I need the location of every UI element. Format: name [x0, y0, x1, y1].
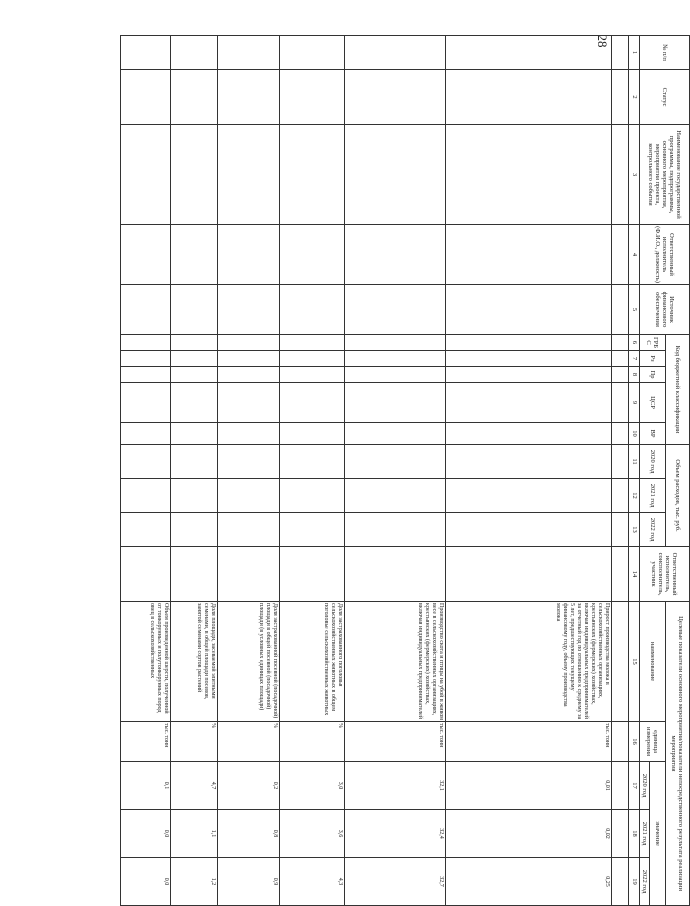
indicator-value-2021: 3,6 — [279, 810, 345, 858]
empty-cell — [121, 225, 171, 285]
empty-cell — [121, 383, 171, 423]
header-budget-code: Код бюджетной классификации — [666, 335, 690, 445]
empty-cell — [121, 445, 171, 479]
empty-cell — [171, 36, 218, 70]
empty-cell — [218, 479, 279, 513]
empty-cell — [171, 351, 218, 367]
empty-cell — [279, 351, 345, 367]
empty-cell — [445, 547, 611, 602]
empty-cell — [345, 36, 445, 70]
column-number-19: 19 — [629, 858, 640, 906]
empty-cell — [171, 285, 218, 335]
table-row — [121, 36, 171, 906]
empty-cell — [345, 547, 445, 602]
indicator-unit: тыс. тонн — [121, 722, 171, 762]
indicator-value-2022: 1,2 — [171, 858, 218, 906]
empty-cell — [121, 335, 171, 351]
column-number-8: 8 — [629, 367, 640, 383]
empty-cell — [279, 367, 345, 383]
indicator-value-2022: 0,9 — [218, 858, 279, 906]
empty-cell — [279, 513, 345, 547]
empty-cell — [121, 479, 171, 513]
empty-cell — [445, 125, 611, 225]
column-number-12: 12 — [629, 479, 640, 513]
empty-cell — [171, 479, 218, 513]
empty-cell — [279, 36, 345, 70]
empty-cell — [445, 445, 611, 479]
table-row — [171, 36, 218, 906]
empty-cell — [171, 335, 218, 351]
empty-cell — [218, 383, 279, 423]
indicator-name: Доля площади, засеваемой элитными семенами, в общей площади посевов, занятой семенами сортов растений — [171, 602, 218, 722]
column-number-2: 2 — [629, 70, 640, 125]
header-exp-2022: 2022 год — [640, 513, 666, 547]
empty-cell — [171, 367, 218, 383]
header-indicator-name: наименование — [640, 602, 666, 722]
empty-cell — [445, 36, 611, 70]
indicator-unit: % — [171, 722, 218, 762]
indicator-name: Доля застрахованного поголовья сельскохозяйственных животных в общем поголовье сельскохозяйственных животных — [279, 602, 345, 722]
indicator-value-2020: 3,0 — [279, 762, 345, 810]
column-number-1: 1 — [629, 36, 640, 70]
empty-cell — [218, 423, 279, 445]
indicator-name: Производство скота и птицы на убой в живом весе в сельскохозяйственных организациях, крестьянских (фермерских) хозяйствах, включая индивидуальных предпринимателей — [345, 602, 445, 722]
table-row-blank — [611, 36, 628, 906]
empty-cell — [445, 479, 611, 513]
table-row — [445, 36, 611, 906]
empty-cell — [345, 70, 445, 125]
empty-cell — [279, 445, 345, 479]
column-number-15: 15 — [629, 602, 640, 722]
empty-cell — [279, 383, 345, 423]
column-number-row — [629, 36, 640, 906]
empty-cell — [445, 70, 611, 125]
empty-cell — [218, 335, 279, 351]
empty-cell — [121, 285, 171, 335]
column-number-14: 14 — [629, 547, 640, 602]
empty-cell — [345, 285, 445, 335]
empty-cell — [218, 225, 279, 285]
empty-cell — [171, 513, 218, 547]
indicator-value-2022: 4,3 — [279, 858, 345, 906]
empty-cell — [218, 513, 279, 547]
header-vr: ВР — [640, 423, 666, 445]
indicator-value-2021: 0,0 — [121, 810, 171, 858]
page-number: 28 — [595, 34, 610, 48]
table-row — [279, 36, 345, 906]
column-number-18: 18 — [629, 810, 640, 858]
column-number-10: 10 — [629, 423, 640, 445]
empty-cell — [121, 423, 171, 445]
empty-cell — [445, 225, 611, 285]
empty-cell — [279, 479, 345, 513]
empty-cell — [345, 513, 445, 547]
header-value: значение — [650, 762, 666, 906]
empty-cell — [279, 547, 345, 602]
header-responsible: Ответственный исполнитель, соисполнитель, участник — [640, 547, 690, 602]
indicator-unit: тыс. тонн — [445, 722, 611, 762]
column-number-11: 11 — [629, 445, 640, 479]
header-pr: Пр — [640, 367, 666, 383]
empty-cell — [445, 335, 611, 351]
table-row — [345, 36, 445, 906]
header-executor: Ответственный исполнитель (Ф.И.О., должность) — [640, 225, 690, 285]
empty-cell — [279, 335, 345, 351]
header-num: № п/п — [640, 36, 690, 70]
header-val-2022: 2022 год — [640, 858, 650, 906]
empty-cell — [345, 125, 445, 225]
empty-cell — [171, 445, 218, 479]
indicator-unit: тыс. тонн — [345, 722, 445, 762]
empty-cell — [345, 351, 445, 367]
empty-cell — [345, 383, 445, 423]
indicator-value-2022: 0,0 — [121, 858, 171, 906]
empty-cell — [218, 367, 279, 383]
empty-cell — [279, 423, 345, 445]
header-csr: ЦСР — [640, 383, 666, 423]
header-indicators: Целевые показатели основного мероприятия/показатели непосредственного результата реализации мероприятия — [666, 602, 690, 906]
empty-cell — [121, 125, 171, 225]
empty-cell — [171, 125, 218, 225]
empty-cell — [218, 36, 279, 70]
column-number-7: 7 — [629, 351, 640, 367]
empty-cell — [218, 445, 279, 479]
header-val-2021: 2021 год — [640, 810, 650, 858]
table-row — [218, 36, 279, 906]
indicator-unit: % — [218, 722, 279, 762]
empty-cell — [121, 513, 171, 547]
empty-cell — [218, 285, 279, 335]
empty-cell — [279, 70, 345, 125]
empty-cell — [345, 479, 445, 513]
empty-cell — [345, 335, 445, 351]
header-exp-2020: 2020 год — [640, 445, 666, 479]
empty-cell — [445, 285, 611, 335]
column-number-6: 6 — [629, 335, 640, 351]
empty-cell — [345, 445, 445, 479]
header-status: Статус — [640, 70, 690, 125]
rotated-table-page — [120, 35, 690, 905]
indicator-value-2021: 0,02 — [445, 810, 611, 858]
column-number-13: 13 — [629, 513, 640, 547]
indicator-value-2020: 0,2 — [218, 762, 279, 810]
empty-cell — [121, 367, 171, 383]
header-rz: Рз — [640, 351, 666, 367]
empty-cell — [121, 351, 171, 367]
indicator-value-2021: 0,8 — [218, 810, 279, 858]
header-source: Источник финансового обеспечения — [640, 285, 690, 335]
empty-cell — [445, 513, 611, 547]
empty-cell — [279, 125, 345, 225]
header-exp-2021: 2021 год — [640, 479, 666, 513]
indicator-name: Прирост производства молока в сельскохозяйственных организациях, крестьянских (фермерских) хозяйствах, включая индивидуальных предпринимателей за отчетный год по отношению к среднему за 5 лет, предшествующих текущему финансовому году, объему производства молока — [445, 602, 611, 722]
column-number-16: 16 — [629, 722, 640, 762]
empty-cell — [445, 383, 611, 423]
indicator-value-2022: 0,25 — [445, 858, 611, 906]
indicator-name: Доля застрахованной посевной (посадочной) площади в общей посевной (посадочной) площади (в условных единицах площади) — [218, 602, 279, 722]
empty-cell — [279, 285, 345, 335]
empty-cell — [171, 70, 218, 125]
empty-cell — [218, 70, 279, 125]
empty-cell — [218, 547, 279, 602]
column-number-3: 3 — [629, 125, 640, 225]
table-body — [121, 36, 629, 906]
empty-cell — [121, 70, 171, 125]
empty-cell — [121, 36, 171, 70]
empty-cell — [171, 547, 218, 602]
column-number-5: 5 — [629, 285, 640, 335]
empty-cell — [279, 225, 345, 285]
empty-cell — [171, 225, 218, 285]
indicator-name: Объем произведенной шерсти, полученной от тонкорунных и полутонкорунных пород овец в сельскохозяйственных — [121, 602, 171, 722]
column-number-17: 17 — [629, 762, 640, 810]
header-name: Наименование государственной программы, подпрограммы, основного мероприятия, мероприятия проекта, контрольного события — [640, 125, 690, 225]
empty-cell — [345, 367, 445, 383]
header-unit: единица измерения — [640, 722, 666, 762]
header-expenses: Объем расходов, тыс. руб. — [666, 445, 690, 547]
column-number-4: 4 — [629, 225, 640, 285]
indicator-unit: % — [279, 722, 345, 762]
empty-cell — [345, 423, 445, 445]
program-table — [120, 35, 690, 906]
empty-cell — [445, 351, 611, 367]
empty-cell — [445, 367, 611, 383]
header-val-2020: 2020 год — [640, 762, 650, 810]
header-grbs: ГРБС — [640, 335, 666, 351]
empty-cell — [345, 225, 445, 285]
column-number-9: 9 — [629, 383, 640, 423]
empty-cell — [121, 547, 171, 602]
indicator-value-2021: 1,1 — [171, 810, 218, 858]
indicator-value-2020: 4,7 — [171, 762, 218, 810]
indicator-value-2020: 32,1 — [345, 762, 445, 810]
empty-cell — [171, 383, 218, 423]
indicator-value-2022: 32,7 — [345, 858, 445, 906]
indicator-value-2021: 32,4 — [345, 810, 445, 858]
empty-cell — [218, 351, 279, 367]
empty-cell — [218, 125, 279, 225]
empty-cell — [445, 423, 611, 445]
indicator-value-2020: 0,01 — [445, 762, 611, 810]
indicator-value-2020: 0,1 — [121, 762, 171, 810]
empty-cell — [171, 423, 218, 445]
